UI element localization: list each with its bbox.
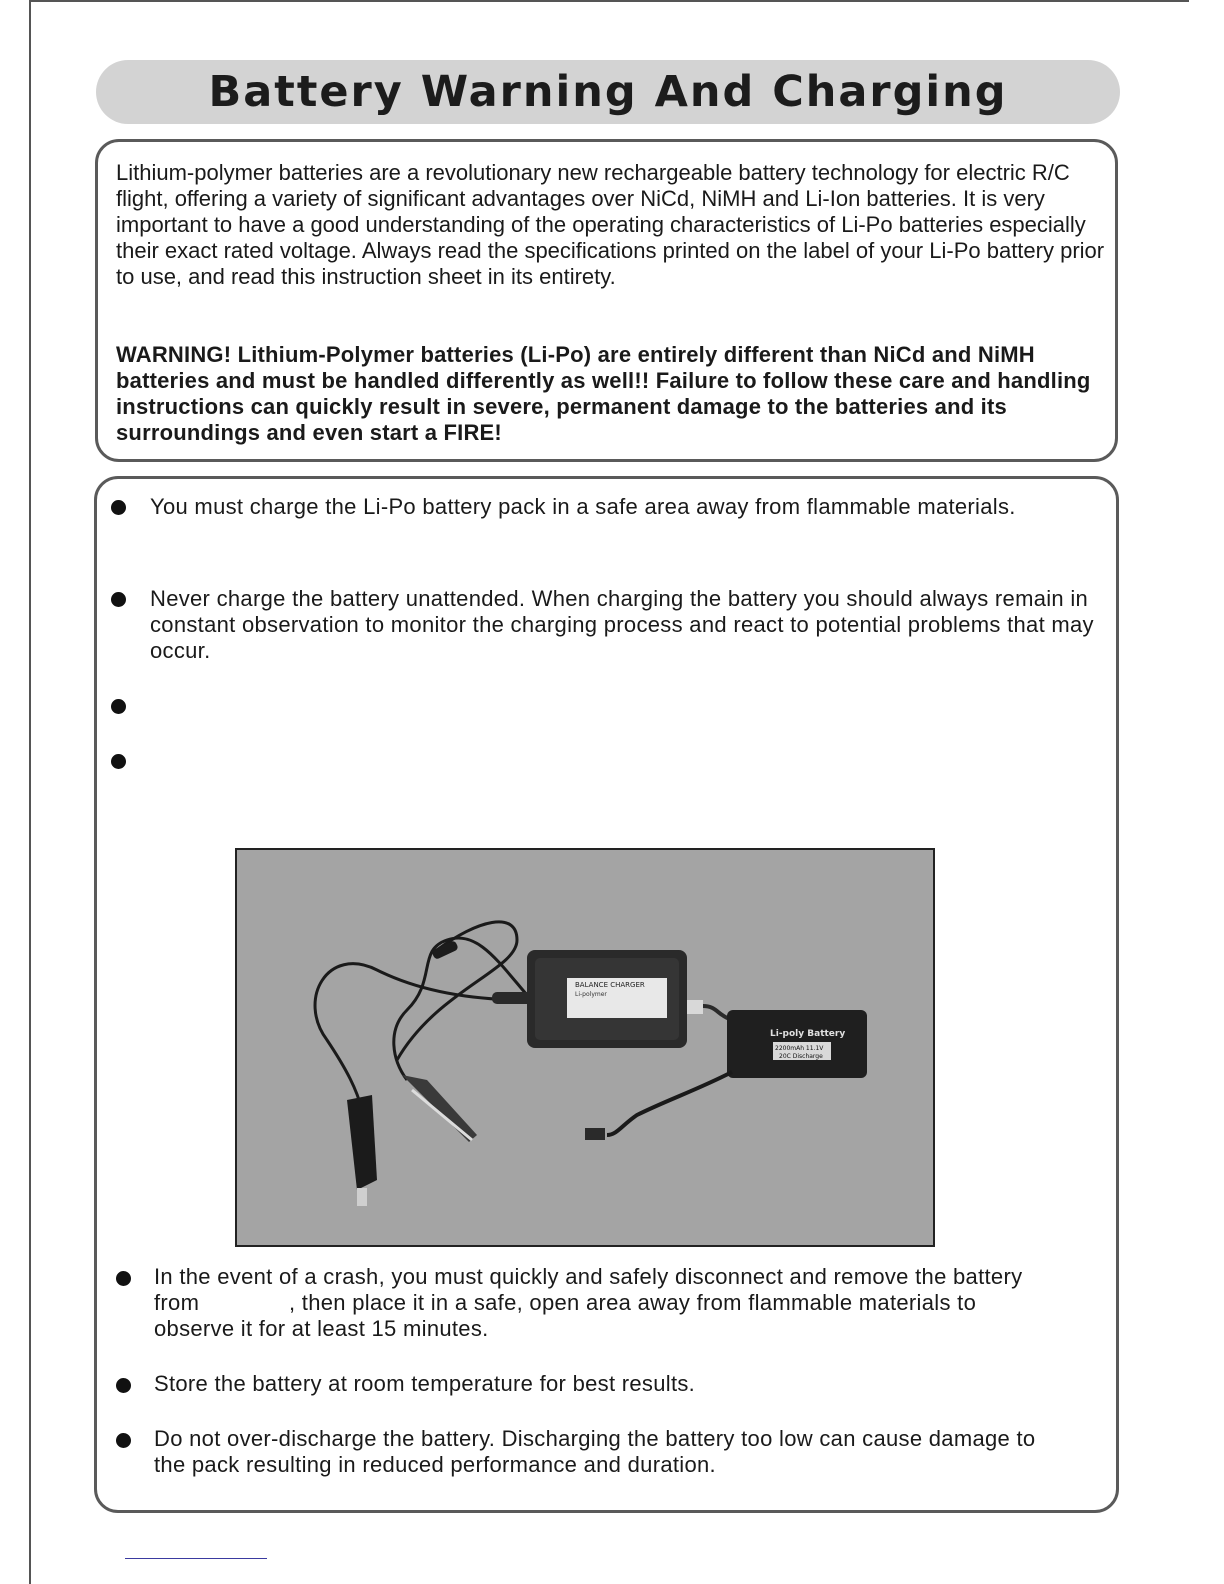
page-border-top xyxy=(29,0,1189,2)
charger-label-text: BALANCE CHARGER xyxy=(575,981,645,989)
warning-paragraph: WARNING! Lithium-Polymer batteries (Li-Po) are entirely different than NiCd and NiMH batteries and must be handled differently as well!! Failure to follow these care and handling instructions can quickly result in severe, permanent damage to the batteries and its surroundings and even start a FIRE! xyxy=(116,342,1091,445)
bullet-room-temperature: Store the battery at room temperature for best results. xyxy=(154,1371,696,1396)
charger-battery-photo xyxy=(235,848,935,1247)
battery-label-text: Li-poly Battery xyxy=(770,1029,846,1039)
bullet-dot xyxy=(116,1433,131,1448)
bullet-dot xyxy=(111,754,126,769)
battery-spec-text: 2200mAh 11.1V xyxy=(775,1045,824,1052)
intro-paragraph: Lithium-polymer batteries are a revolutionary new rechargeable battery technology for electric R/C flight, offering a variety of significant advantages over NiCd, NiMH and Li-Ion batteries. It is very important to have a good understanding of the operating characteristics of Li-Po batteries especially their exact rated voltage. Always read the specifications printed on the label of your Li-Po battery prior to use, and read this instruction sheet in its entirety. xyxy=(116,160,1105,289)
bullet-never-unattended: Never charge the battery unattended. When charging the battery you should always remain in constant observation to monitor the charging process and react to potential problems that may occur. xyxy=(150,586,1094,663)
page-border-left xyxy=(29,0,31,1584)
bullet-over-discharge: Do not over-discharge the battery. Discharging the battery too low can cause damage to the pack resulting in reduced performance and duration. xyxy=(154,1426,1036,1477)
intro-box xyxy=(95,139,1118,462)
page-title: Battery Warning And Charging xyxy=(208,67,1008,117)
charger-sublabel-text: Li-polymer xyxy=(575,991,607,998)
bullet-charge-safe-area: You must charge the Li-Po battery pack in a safe area away from flammable materials. xyxy=(150,494,1016,519)
title-banner xyxy=(96,60,1120,124)
bullet-dot xyxy=(116,1378,131,1393)
bullet-dot xyxy=(111,592,126,607)
battery-discharge-text: 20C Discharge xyxy=(779,1053,823,1060)
footer-line xyxy=(125,1558,267,1559)
bullet-dot xyxy=(111,699,126,714)
bullet-dot xyxy=(111,500,126,515)
bullet-dot xyxy=(116,1271,131,1286)
bullet-crash-disconnect: In the event of a crash, you must quickly and safely disconnect and remove the battery from , then place it in a safe, open area away from flammable materials to observe it for at least 15 minutes. xyxy=(154,1264,1029,1341)
